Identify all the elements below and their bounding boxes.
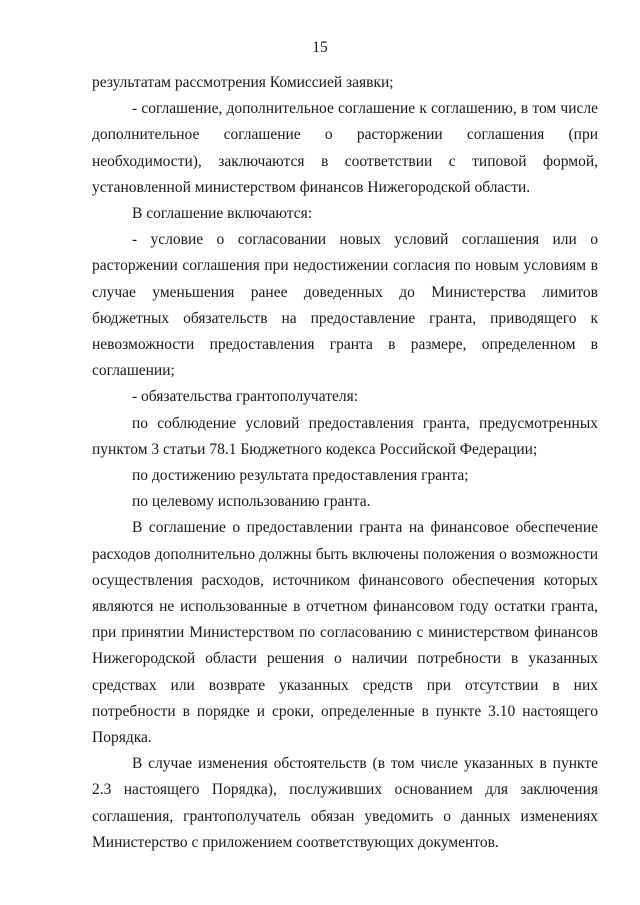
paragraph-agreement-form: - соглашение, дополнительное соглашение к соглашению, в том числе дополнительное соглашение о расторжении соглашения (при необходимости), заключаются в соответствии с типовой формой, установленной министерством финансов Нижегородской области. (92, 100, 598, 196)
paragraph-obligations-heading: - обязательства грантополучателя: (132, 388, 359, 406)
paragraph-agreement-includes: В соглашение включаются: (132, 205, 313, 223)
paragraph-obligation-conditions: по соблюдение условий предоставления гранта, предусмотренных пунктом 3 статьи 78.1 Бюджетного кодекса Российской Федерации; (92, 414, 598, 458)
paragraph-new-conditions: - условие о согласовании новых условий соглашения или о расторжении соглашения при недостижении согласия по новым условиям в случае уменьшения ранее доведенных до Министерства лимитов бюджетных обязательств на предоставление гранта, приводящего к невозможности предоставления гранта в размере, определенном в соглашении; (92, 231, 598, 380)
paragraph-obligation-purpose: по целевому использованию гранта. (132, 493, 371, 511)
page-number: 15 (312, 39, 328, 56)
paragraph-change-circumstances: В случае изменения обстоятельств (в том числе указанных в пункте 2.3 настоящего Порядка), послуживших основанием для заключения соглашения, грантополучатель обязан уведомить о данных изменениях Министерство с приложением соответствующих документов. (92, 755, 598, 851)
paragraph-obligation-result: по достижению результата предоставления гранта; (132, 467, 469, 485)
document-body (92, 70, 598, 856)
paragraph-financial-provision: В соглашение о предоставлении гранта на финансовое обеспечение расходов дополнительно должны быть включены положения о возможности осуществления расходов, источником финансового обеспечения которых являются не использованные в отчетном финансовом году остатки гранта, при принятии Министерством по согласованию с министерством финансов Нижегородской области решения о наличии потребности в указанных средствах или возврате указанных средств при отсутствии в них потребности в порядке и сроки, определенные в пункте 3.10 настоящего Порядка. (92, 519, 598, 747)
paragraph-continuation: результатам рассмотрения Комиссией заявки; (92, 74, 394, 91)
